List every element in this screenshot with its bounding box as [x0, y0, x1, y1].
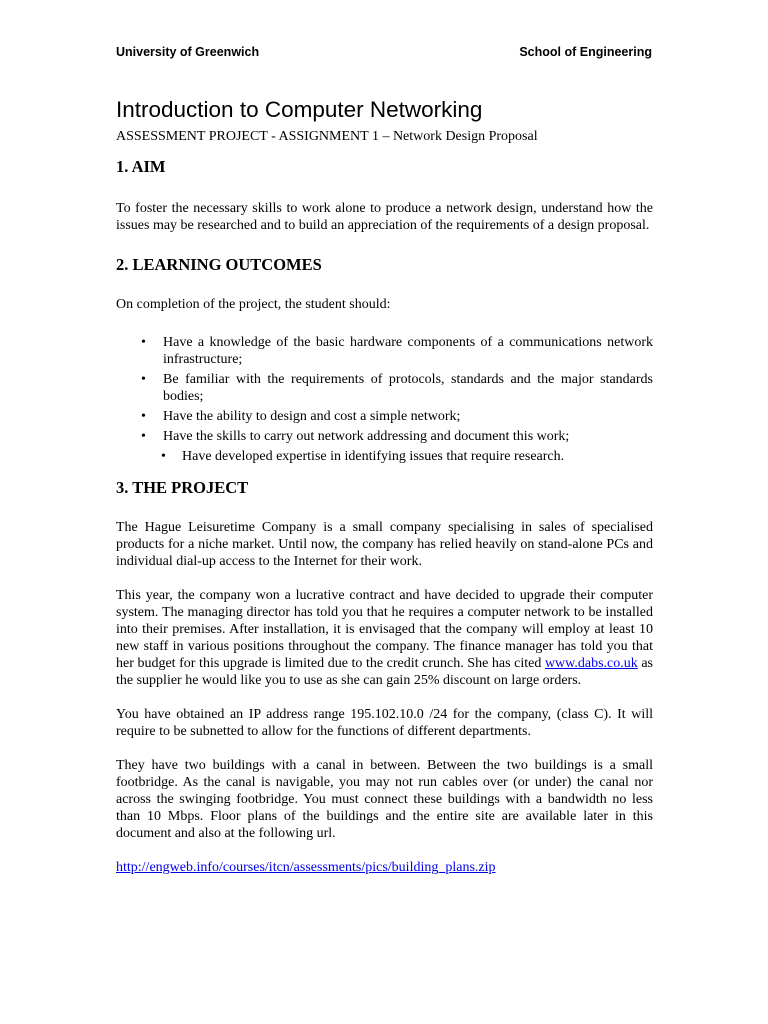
- list-item-text: Have developed expertise in identifying issues that require research.: [182, 449, 565, 464]
- building-plans-link[interactable]: http://engweb.info/courses/itcn/assessments/pics/building_plans.zip: [116, 860, 496, 875]
- list-item-text: Have a knowledge of the basic hardware components of a communications network infrastructure;: [163, 335, 653, 367]
- building-plans-url-line: [116, 859, 653, 876]
- header-university: University of Greenwich: [116, 45, 260, 59]
- project-heading: 3. THE PROJECT: [116, 478, 249, 497]
- project-paragraph-3: You have obtained an IP address range 195.102.10.0 /24 for the company, (class C). It will require to be subnetted to allow for the functions of different departments.: [116, 707, 653, 739]
- document-body: [116, 96, 653, 876]
- header-school: School of Engineering: [519, 45, 652, 59]
- list-item: [116, 334, 653, 368]
- list-item: [116, 448, 653, 465]
- learning-outcomes-heading: 2. LEARNING OUTCOMES: [116, 255, 322, 274]
- bullet-icon: •: [141, 372, 146, 387]
- document-subtitle: ASSESSMENT PROJECT - ASSIGNMENT 1 – Network Design Proposal: [116, 129, 538, 144]
- list-item: [116, 371, 653, 405]
- bullet-icon: •: [141, 429, 146, 444]
- project-paragraph-1: The Hague Leisuretime Company is a small company specialising in sales of specialised products for a niche market. Until now, the company has relied heavily on stand-alone PCs and individual dial-up access to the Internet for their work.: [116, 520, 653, 569]
- project-paragraph-2: [116, 587, 653, 689]
- learning-outcomes-intro: On completion of the project, the student should:: [116, 297, 391, 312]
- list-item-text: Be familiar with the requirements of protocols, standards and the major standards bodies;: [163, 372, 653, 404]
- paragraph-text: This year, the company won a lucrative contract and have decided to upgrade their computer system. The managing director has told you that he requires a computer network to be installed into their premises. After installation, it is envisaged that the company will employ at least 10 new staff in various positions throughout the company. The finance manager has told you that her budget for this upgrade is limited due to the credit crunch. She has cited: [116, 588, 653, 671]
- paragraph-text: as the supplier he would like you to use as she can gain 25% discount on large orders.: [116, 656, 653, 688]
- dabs-supplier-link[interactable]: www.dabs.co.uk: [544, 656, 638, 671]
- aim-heading: 1. AIM: [116, 157, 166, 176]
- project-paragraph-4: They have two buildings with a canal in between. Between the two buildings is a small footbridge. As the canal is navigable, you may not run cables over (or under) the canal nor across the swinging footbridge. You must connect these buildings with a bandwidth no less than 10 Mbps. Floor plans of the buildings and the entire site are available later in this document and also at the following url.: [116, 758, 653, 841]
- bullet-icon: •: [141, 335, 146, 350]
- bullet-icon: •: [161, 449, 166, 464]
- list-item: [116, 408, 653, 425]
- aim-paragraph: To foster the necessary skills to work alone to produce a network design, understand how the issues may be researched and to build an appreciation of the requirements of a design proposal.: [116, 201, 653, 233]
- list-item: [116, 428, 653, 445]
- list-item-text: Have the skills to carry out network addressing and document this work;: [163, 429, 570, 444]
- bullet-icon: •: [141, 409, 146, 424]
- document-title: Introduction to Computer Networking: [116, 97, 483, 122]
- list-item-text: Have the ability to design and cost a simple network;: [163, 409, 461, 424]
- learning-outcomes-list: [116, 334, 653, 465]
